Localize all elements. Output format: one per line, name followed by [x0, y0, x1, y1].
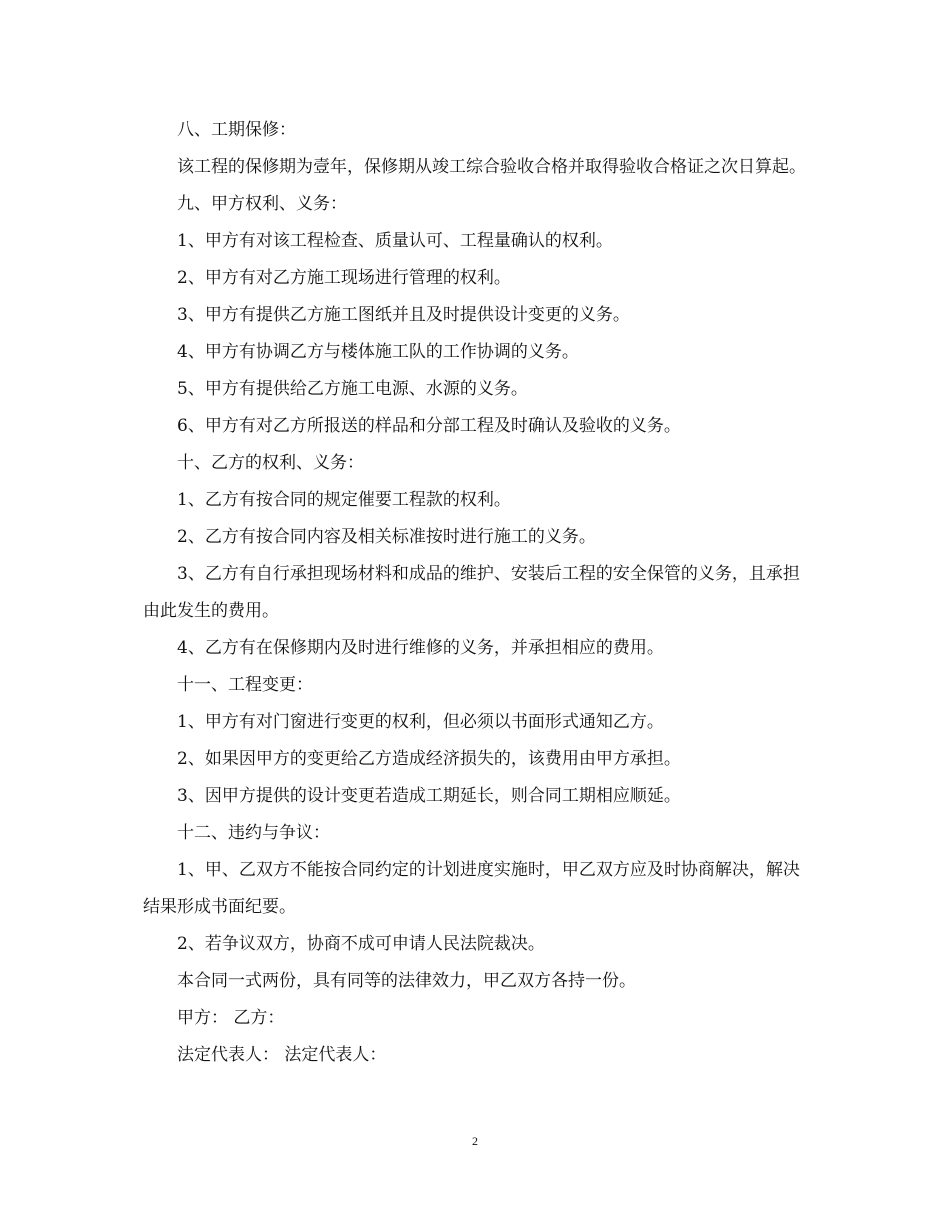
paragraph-party-a-item-5: 5、甲方有提供给乙方施工电源、水源的义务。 [177, 379, 528, 399]
paragraph-changes-item-1: 1、甲方有对门窗进行变更的权利，但必须以书面形式通知乙方。 [177, 712, 664, 732]
section-heading-changes: 十一、工程变更： [177, 675, 313, 695]
paragraph-changes-item-3: 3、因甲方提供的设计变更若造成工期延长，则合同工期相应顺延。 [177, 786, 681, 806]
page-number: 2 [472, 1134, 478, 1148]
paragraph-changes-item-2: 2、如果因甲方的变更给乙方造成经济损失的，该费用由甲方承担。 [177, 749, 681, 769]
signature-representatives: 法定代表人： 法定代表人： [177, 1045, 387, 1065]
signature-parties: 甲方： 乙方： [177, 1008, 285, 1028]
paragraph-party-b-item-3: 3、乙方有自行承担现场材料和成品的维护、安装后工程的安全保管的义务，且承担由此发生的费用。 [143, 564, 800, 621]
paragraph-party-a-item-6: 6、甲方有对乙方所报送的样品和分部工程及时确认及验收的义务。 [177, 416, 681, 436]
paragraph-party-a-item-1: 1、甲方有对该工程检查、质量认可、工程量确认的权利。 [177, 231, 613, 251]
section-heading-party-b-rights: 十、乙方的权利、义务： [177, 453, 364, 473]
section-heading-warranty: 八、工期保修： [177, 120, 296, 140]
paragraph-party-b-item-2: 2、乙方有按合同内容及相关标准按时进行施工的义务。 [177, 527, 596, 547]
paragraph-copies: 本合同一式两份，具有同等的法律效力，甲乙双方各持一份。 [177, 971, 636, 991]
paragraph-party-a-item-3: 3、甲方有提供乙方施工图纸并且及时提供设计变更的义务。 [177, 305, 630, 325]
paragraph-party-a-item-2: 2、甲方有对乙方施工现场进行管理的权利。 [177, 268, 511, 288]
document-body [143, 112, 808, 1074]
section-heading-party-a-rights: 九、甲方权利、义务： [177, 194, 347, 214]
paragraph-disputes-item-2: 2、若争议双方，协商不成可申请人民法院裁决。 [177, 934, 545, 954]
paragraph-party-b-item-1: 1、乙方有按合同的规定催要工程款的权利。 [177, 490, 511, 510]
section-heading-disputes: 十二、违约与争议： [177, 823, 330, 843]
paragraph-party-a-item-4: 4、甲方有协调乙方与楼体施工队的工作协调的义务。 [177, 342, 579, 362]
paragraph-warranty-period: 该工程的保修期为壹年，保修期从竣工综合验收合格并取得验收合格证之次日算起。 [177, 157, 806, 177]
paragraph-party-b-item-4: 4、乙方有在保修期内及时进行维修的义务，并承担相应的费用。 [177, 638, 664, 658]
paragraph-disputes-item-1: 1、甲、乙双方不能按合同约定的计划进度实施时，甲乙双方应及时协商解决，解决结果形成书面纪要。 [143, 860, 800, 917]
